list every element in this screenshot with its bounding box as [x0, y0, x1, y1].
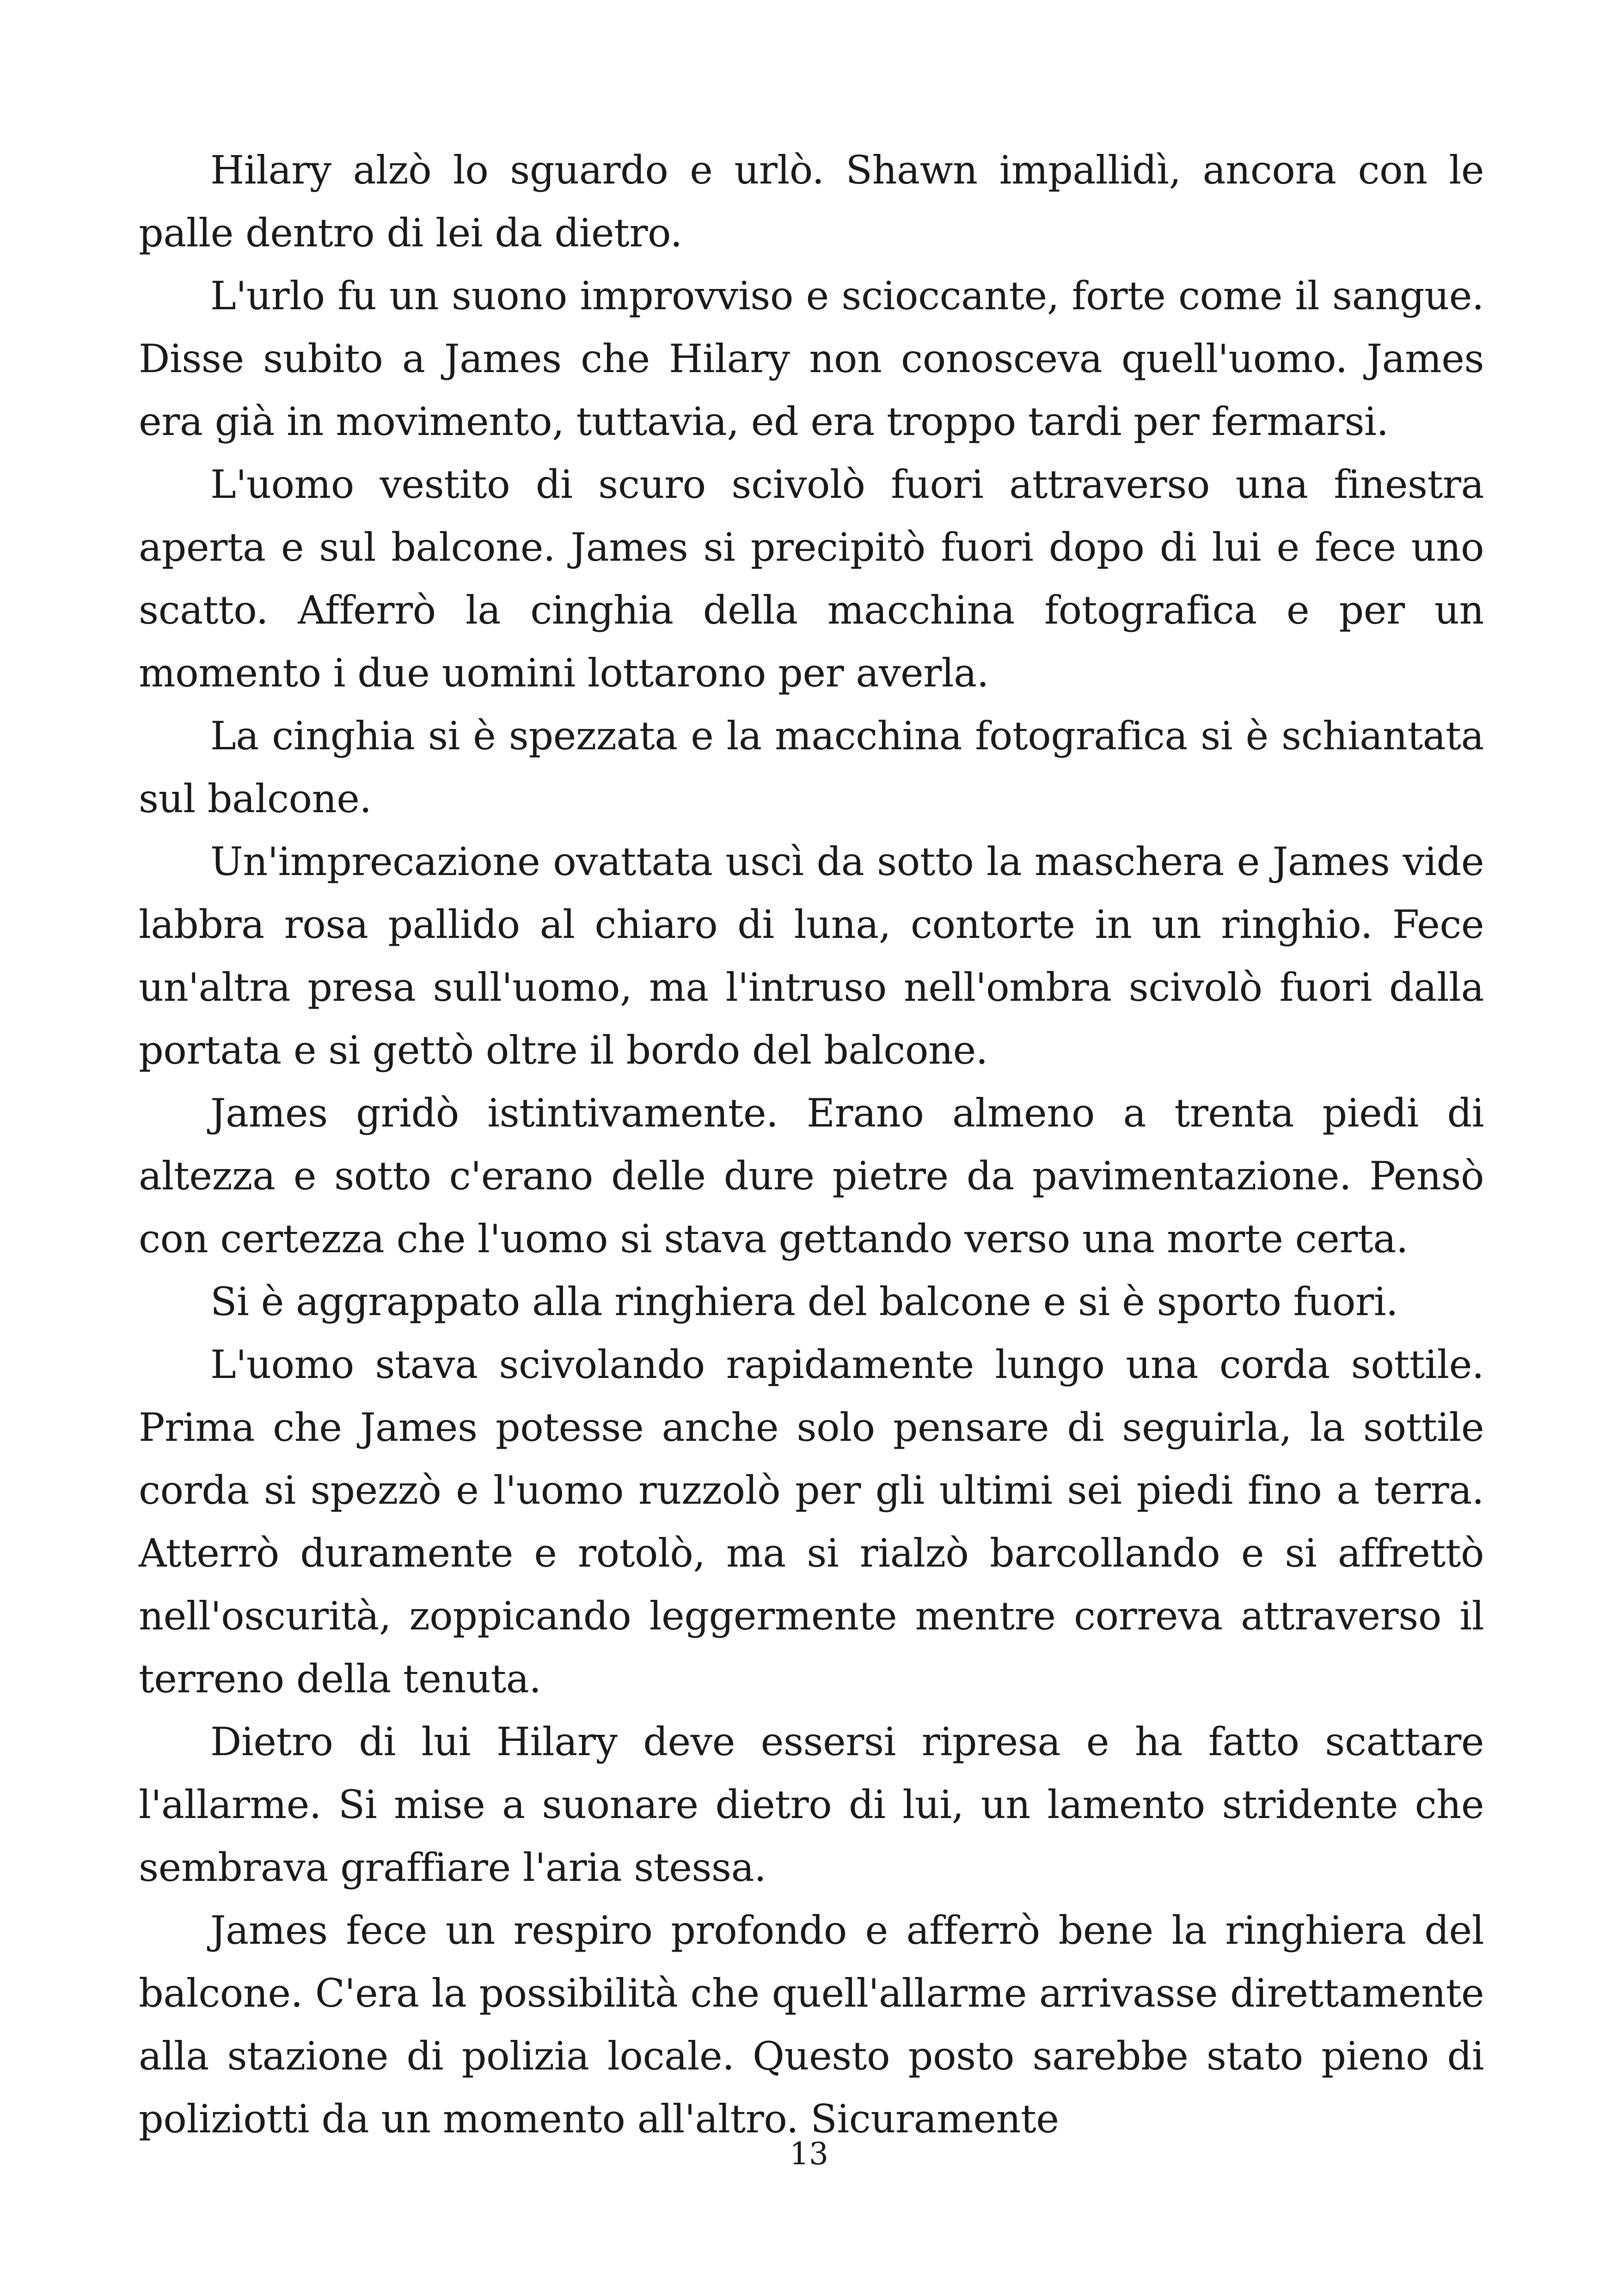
paragraph-8: L'uomo stava scivolando rapidamente lungo una corda sottile. Prima che James potesse anche solo pensare di seguirla, la sottile corda si spezzò e l'uomo ruzzolò per gli ultimi sei piedi fino a terra. Atterrò duramente e rotolò, ma si rialzò barcollando e si affrettò nell'oscurità, zoppicando leggermente mentre correva attraverso il terreno della tenuta. — [139, 1342, 1484, 1702]
page-number: 13 — [790, 2136, 828, 2172]
page-body — [139, 139, 1484, 2219]
paragraph-10: James fece un respiro profondo e afferrò bene la ringhiera del balcone. C'era la possibilità che quell'allarme arrivasse direttamente alla stazione di polizia locale. Questo posto sarebbe stato pieno di poliziotti da un momento all'altro. Sicuramente — [139, 1908, 1484, 2142]
paragraph-2: L'urlo fu un suono improvviso e scioccante, forte come il sangue. Disse subito a James che Hilary non conosceva quell'uomo. James era già in movimento, tuttavia, ed era troppo tardi per fermarsi. — [139, 273, 1484, 444]
paragraph-6: James gridò istintivamente. Erano almeno a trenta piedi di altezza e sotto c'erano delle dure pietre da pavimentazione. Pensò con certezza che l'uomo si stava gettando verso una morte certa. — [139, 1090, 1484, 1261]
paragraph-3: L'uomo vestito di scuro scivolò fuori attraverso una finestra aperta e sul balcone. James si precipitò fuori dopo di lui e fece uno scatto. Afferrò la cinghia della macchina fotografica e per un momento i due uomini lottarono per averla. — [139, 462, 1484, 696]
paragraph-5: Un'imprecazione ovattata uscì da sotto la maschera e James vide labbra rosa pallido al chiaro di luna, contorte in un ringhio. Fece un'altra presa sull'uomo, ma l'intruso nell'ombra scivolò fuori dalla portata e si gettò oltre il bordo del balcone. — [139, 839, 1484, 1073]
paragraph-9: Dietro di lui Hilary deve essersi ripresa e ha fatto scattare l'allarme. Si mise a suonare dietro di lui, un lamento stridente che sembrava graffiare l'aria stessa. — [139, 1719, 1484, 1890]
paragraph-7: Si è aggrappato alla ringhiera del balcone e si è sporto fuori. — [210, 1279, 1398, 1324]
paragraph-1: Hilary alzò lo sguardo e urlò. Shawn impallidì, ancora con le palle dentro di lei da dietro. — [139, 147, 1484, 256]
paragraph-4: La cinghia si è spezzata e la macchina fotografica si è schiantata sul balcone. — [139, 713, 1484, 821]
